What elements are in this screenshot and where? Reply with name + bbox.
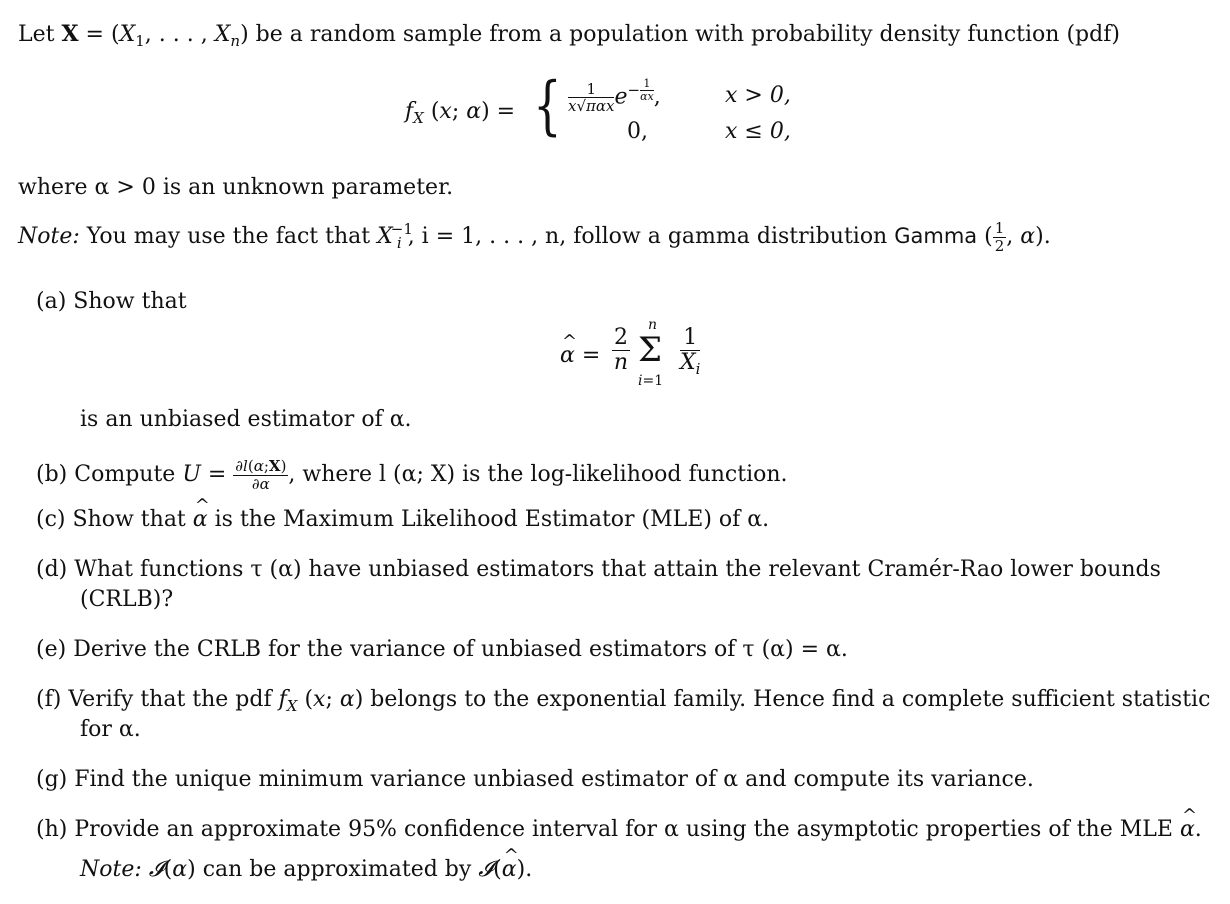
- note-line: Note: You may use the fact that $X^{-1}_i$ , i = 1, . . . , n, follow a gamma distribution Gamma ( $\frac{1}{2}$ , α).: [18, 219, 1051, 255]
- part-c: (c) Show that ^ α is the Maximum Likelihood Estimator (MLE) of α.: [36, 508, 769, 532]
- part-g: (g) Find the unique minimum variance unbiased estimator of α and compute its variance.: [36, 767, 1034, 792]
- intro-line: Let $X = (X_1$, . . . , $X_n$) be a random sample from a population with probability density function (pdf): [18, 21, 1120, 50]
- part-a-cont: is an unbiased estimator of α.: [80, 407, 412, 432]
- part-e: (e) Derive the CRLB for the variance of unbiased estimators of τ (α) = α.: [36, 637, 848, 662]
- part-h: (h) Provide an approximate 95% confidence interval for α using the asymptotic properties of the MLE ^ α.: [36, 818, 1202, 842]
- part-d: (d) What functions τ (α) have unbiased estimators that attain the relevant Cramér-Rao lower bounds: [36, 557, 1161, 582]
- part-h-note: Note: 𝓘(α) can be approximated by 𝓘(^ α).: [80, 858, 532, 882]
- part-f-cont: for α.: [80, 717, 141, 742]
- part-f: (f) Verify that the pdf $f_X$ (x; α) belongs to the exponential family. Hence find a complete sufficient statistic: [36, 687, 1211, 715]
- part-d-cont: (CRLB)?: [80, 587, 174, 612]
- part-a: (a) Show that: [36, 289, 187, 314]
- part-b: (b) Compute U = $\frac{\partial l(\alpha;X)}{\partial\alpha}$ , where l (α; X) is the log-likelihood function.: [36, 457, 788, 493]
- where-line: where α > 0 is an unknown parameter.: [18, 175, 454, 200]
